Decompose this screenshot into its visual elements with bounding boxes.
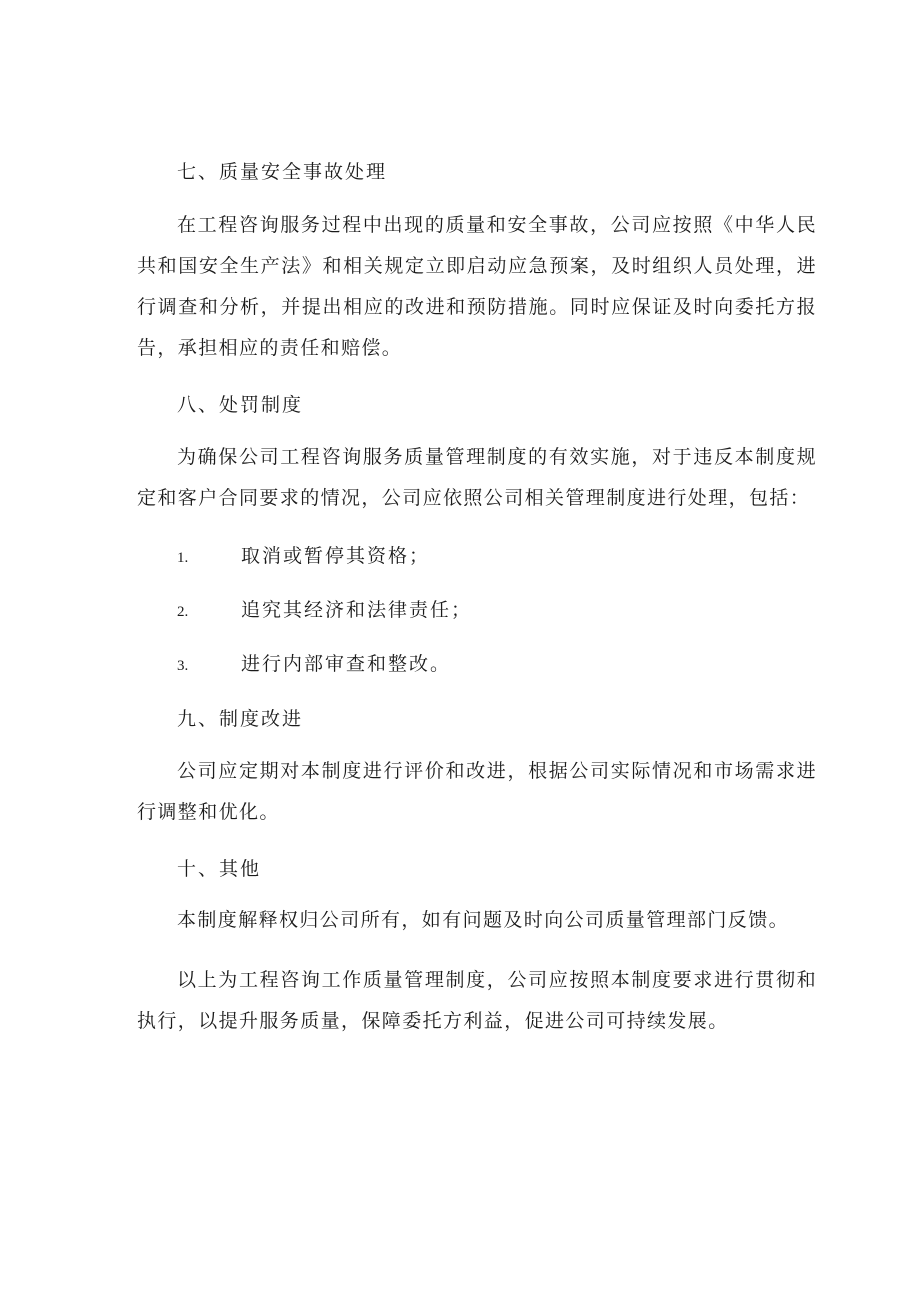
list-item-text: 追究其经济和法律责任； bbox=[241, 599, 473, 621]
list-item-number: 1. bbox=[177, 550, 189, 566]
section-10-heading: 十、其他 bbox=[177, 858, 262, 880]
section-9-heading: 九、制度改进 bbox=[177, 708, 304, 730]
closing-paragraph: 以上为工程咨询工作质量管理制度，公司应按照本制度要求进行贯彻和执行，以提升服务质量，保障委托方利益，促进公司可持续发展。 bbox=[137, 969, 817, 1032]
list-item-text: 取消或暂停其资格； bbox=[241, 545, 431, 567]
section-7-body: 在工程咨询服务过程中出现的质量和安全事故，公司应按照《中华人民共和国安全生产法》和相关规定立即启动应急预案，及时组织人员处理，进行调查和分析，并提出相应的改进和预防措施。同时应保证及时向委托方报告，承担相应的责任和赔偿。 bbox=[137, 214, 817, 359]
section-8-body: 为确保公司工程咨询服务质量管理制度的有效实施，对于违反本制度规定和客户合同要求的情况，公司应依照公司相关管理制度进行处理，包括： bbox=[137, 446, 817, 509]
list-item-number: 2. bbox=[177, 604, 189, 620]
section-8-heading: 八、处罚制度 bbox=[177, 394, 304, 416]
section-10-body: 本制度解释权归公司所有，如有问题及时向公司质量管理部门反馈。 bbox=[177, 909, 790, 931]
list-item-text: 进行内部审查和整改。 bbox=[241, 653, 452, 675]
section-9-body: 公司应定期对本制度进行评价和改进，根据公司实际情况和市场需求进行调整和优化。 bbox=[137, 760, 817, 823]
list-item bbox=[177, 596, 472, 626]
list-item bbox=[177, 542, 430, 572]
section-7-heading: 七、质量安全事故处理 bbox=[177, 161, 388, 183]
list-item-number: 3. bbox=[177, 658, 189, 674]
list-item bbox=[177, 650, 451, 680]
